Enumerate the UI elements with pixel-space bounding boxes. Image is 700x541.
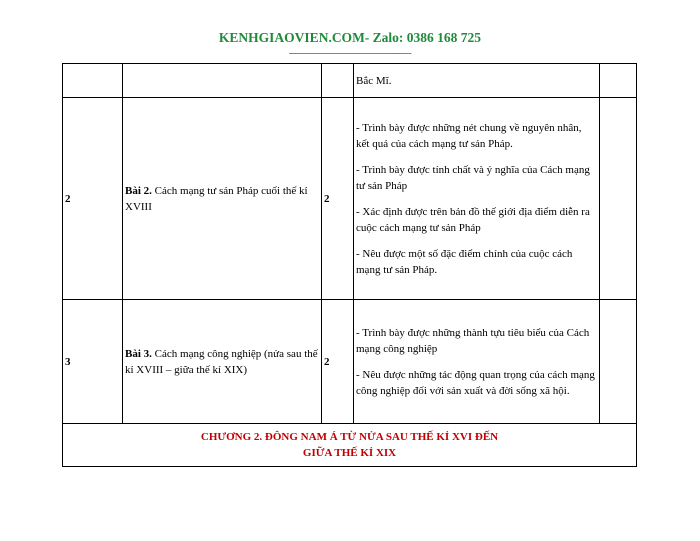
lesson-title: Cách mạng công nghiệp (nửa sau thế kỉ XVIII – giữa thế kỉ XIX) bbox=[125, 347, 318, 376]
lesson-number: Bài 3. bbox=[125, 347, 152, 360]
note-cell bbox=[600, 300, 637, 424]
outcome-item: - Trình bày được những nét chung về nguyên nhân, kết quả của cách mạng tư sản Pháp. bbox=[356, 121, 582, 150]
chapter-title-line1: CHƯƠNG 2. ĐÔNG NAM Á TỪ NỬA SAU THẾ KỈ XVI ĐẾN bbox=[200, 431, 499, 443]
note-cell bbox=[600, 98, 637, 300]
curriculum-table bbox=[62, 63, 637, 467]
outcome-item: - Trình bày được tính chất và ý nghĩa của Cách mạng tư sản Pháp bbox=[356, 163, 590, 192]
table-row bbox=[63, 300, 637, 424]
chapter-row bbox=[63, 424, 637, 467]
lesson-cell bbox=[123, 300, 322, 424]
row-number-cell: 3 bbox=[63, 300, 123, 424]
lesson-number: Bài 2. bbox=[125, 184, 152, 197]
table-row bbox=[63, 64, 637, 98]
outcomes-cell bbox=[354, 98, 600, 300]
outcome-item: Bắc Mĩ. bbox=[356, 74, 392, 87]
outcomes-cell bbox=[354, 64, 600, 98]
periods-cell: 2 bbox=[322, 98, 354, 300]
outcomes-cell bbox=[354, 300, 600, 424]
lesson-title: Cách mạng tư sản Pháp cuối thế kỉ XVIII bbox=[125, 184, 308, 213]
chapter-heading bbox=[63, 424, 637, 467]
chapter-title-line2: GIỮA THẾ KỈ XIX bbox=[302, 447, 397, 459]
table-row bbox=[63, 98, 637, 300]
outcome-item: - Nêu được những tác động quan trọng của cách mạng công nghiệp đối với sản xuất và đời sống xã hội. bbox=[356, 368, 595, 397]
header-underline: ------------------------------------------------- bbox=[288, 48, 412, 58]
outcome-item: - Trình bày được những thành tựu tiêu biểu của Cách mạng công nghiệp bbox=[356, 326, 590, 355]
note-cell bbox=[600, 64, 637, 98]
outcome-item: - Xác định được trên bản đồ thế giới địa điểm diễn ra cuộc cách mạng tư sản Pháp bbox=[356, 205, 590, 234]
lesson-cell bbox=[123, 98, 322, 300]
outcome-item: - Nêu được một số đặc điểm chính của cuộc cách mạng tư sản Pháp. bbox=[356, 247, 573, 276]
row-number-cell bbox=[63, 64, 123, 98]
lesson-cell bbox=[123, 64, 322, 98]
periods-cell bbox=[322, 64, 354, 98]
periods-cell: 2 bbox=[322, 300, 354, 424]
page-header: KENHGIAOVIEN.COM- Zalo: 0386 168 725 bbox=[218, 30, 482, 45]
row-number-cell: 2 bbox=[63, 98, 123, 300]
